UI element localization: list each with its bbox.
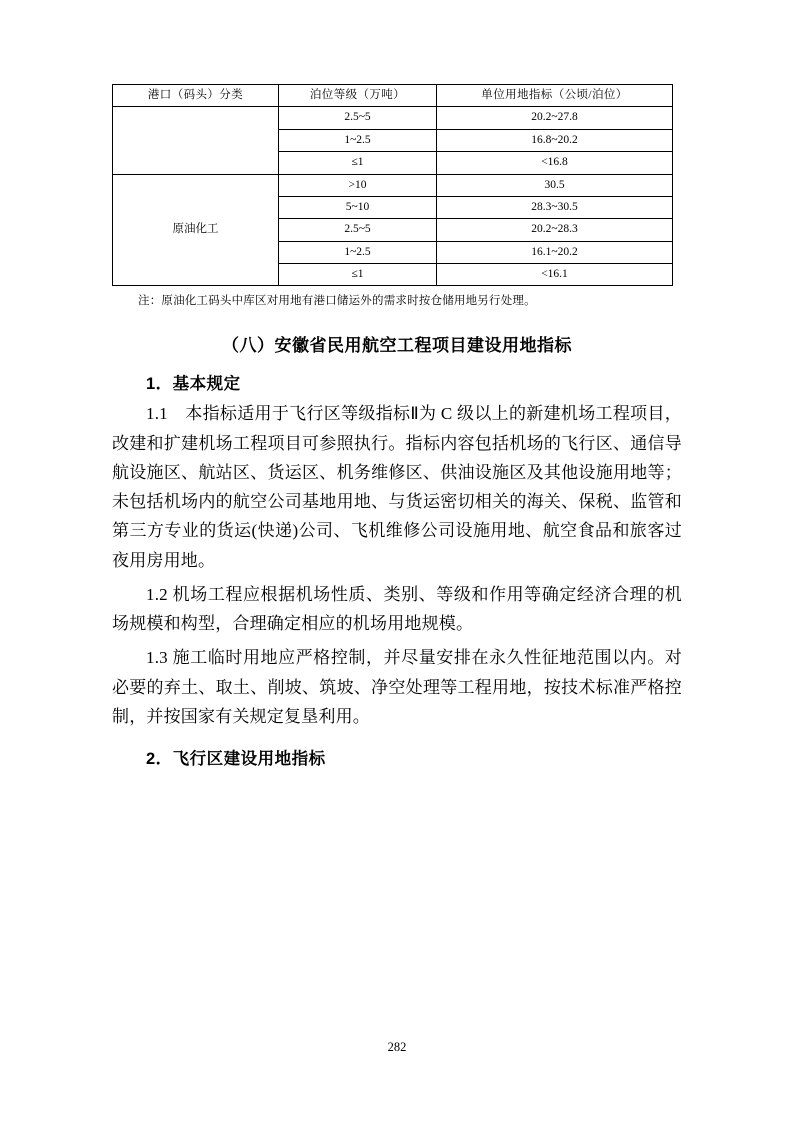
- table-cell-index: <16.8: [437, 152, 673, 174]
- paragraph-1-2: 1.2 机场工程应根据机场性质、类别、等级和作用等确定经济合理的机场规模和构型，合理确定相应的机场用地规模。: [112, 584, 682, 634]
- table-cell-index: 16.1~20.2: [437, 241, 673, 263]
- table-cell-index: 20.2~27.8: [437, 107, 673, 129]
- paragraph-1-1: 1.1 本指标适用于飞行区等级指标Ⅱ为 C 级以上的新建机场工程项目，改建和扩建机场工程项目可参照执行。指标内容包括机场的飞行区、通信导航设施区、航站区、货运区、机务维修区、供油设施区及其他设施用地等；未包括机场内的航空公司基地用地、与货运密切相关的海关、保税、监管和第三方专业的货运(快递)公司、飞机维修公司设施用地、航空食品和旅客过夜用房用地。: [112, 404, 682, 570]
- table-row: [113, 107, 673, 129]
- table-note: 注：原油化工码头中库区对用地有港口储运外的需求时按仓储用地另行处理。: [138, 295, 536, 308]
- table-cell-index: 30.5: [437, 174, 673, 196]
- table-cell-index: 16.8~20.2: [437, 129, 673, 151]
- table-cell-index: <16.1: [437, 264, 673, 286]
- table-header-grade: 泊位等级（万吨）: [279, 85, 437, 107]
- table-header-index: 单位用地指标（公顷/泊位）: [437, 85, 673, 107]
- paragraph-1-3: 1.3 施工临时用地应严格控制，并尽量安排在永久性征地范围以内。对必要的弃土、取土、削坡、筑坡、净空处理等工程用地，按技术标准严格控制，并按国家有关规定复垦利用。: [112, 648, 682, 726]
- table-cell-grade: 2.5~5: [279, 107, 437, 129]
- table-cell-grade: 1~2.5: [279, 129, 437, 151]
- section-title: （八）安徽省民用航空工程项目建设用地指标: [222, 336, 572, 356]
- table-cell-category-crude-oil-chemical: 原油化工: [113, 174, 279, 286]
- table-cell-grade: 5~10: [279, 196, 437, 218]
- table-cell-index: 20.2~28.3: [437, 219, 673, 241]
- table-cell-grade: 2.5~5: [279, 219, 437, 241]
- page-number: 282: [387, 1040, 407, 1054]
- subsection-title-flight-area: 2．飞行区建设用地指标: [146, 750, 326, 769]
- table-cell-index: 28.3~30.5: [437, 196, 673, 218]
- table-cell-grade: ≤1: [279, 152, 437, 174]
- table-row: [113, 174, 673, 196]
- page-content: [112, 84, 682, 771]
- table-cell-grade: ≤1: [279, 264, 437, 286]
- subsection-title-basic-rules: 1．基本规定: [146, 375, 241, 394]
- table-header-row: [113, 85, 673, 107]
- table-cell-grade: 1~2.5: [279, 241, 437, 263]
- table-cell-grade: >10: [279, 174, 437, 196]
- table-cell-category-blank: [113, 107, 279, 174]
- table-header-category: 港口（码头）分类: [113, 85, 279, 107]
- port-land-index-table: [112, 84, 673, 286]
